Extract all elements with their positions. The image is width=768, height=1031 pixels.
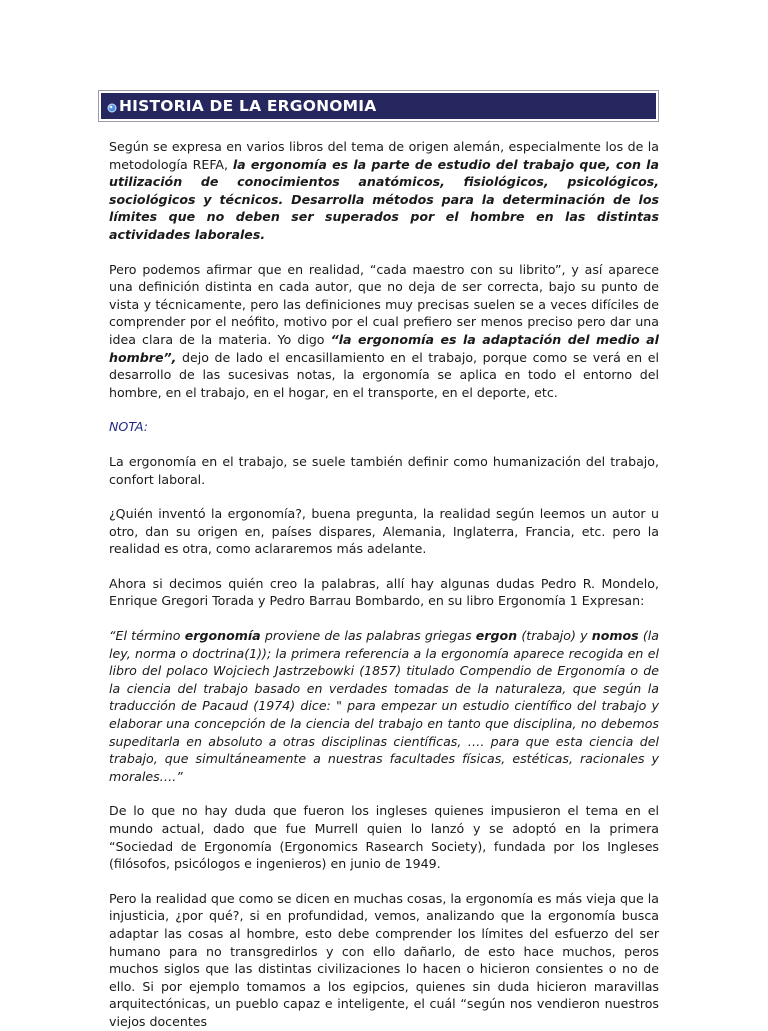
section-header-band <box>101 93 656 119</box>
paragraph-english-origin: De lo que no hay duda que fueron los ingleses quienes impusieron el tema en el mundo actual, dado que fue Murrell quien lo lanzó y se adoptó en la primera “Sociedad de Ergonomía (Ergonomics Rasearch Society), fundada por los Ingleses (filósofos, psicólogos e ingenieros) en junio de 1949. <box>109 803 659 872</box>
note-text: La ergonomía en el trabajo, se suele también definir como humanización del trabajo, confort laboral. <box>109 453 659 487</box>
paragraph-who-invented: ¿Quién inventó la ergonomía?, buena pregunta, la realidad según leemos un autor u otro, dan su origen en, países dispares, Alemania, Inglaterra, Francia, etc. pero la realidad es otra, como aclararemos más adelante. <box>109 506 659 557</box>
quote-term-ergon: ergon <box>475 628 518 644</box>
article-body <box>109 138 659 1031</box>
quote-text: proviene de las palabras griegas <box>260 628 476 644</box>
page-title: HISTORIA DE LA ERGONOMIA <box>119 97 377 115</box>
bullet-icon <box>107 103 117 113</box>
quote-text: “El término <box>109 628 185 644</box>
paragraph-text: dejo de lado el encasillamiento en el trabajo, porque como se verá en el desarrollo de las sucesivas notas, la ergonomía se aplica en todo el entorno del hombre, en el trabajo, en el hogar, en el transporte, en el deporte, etc. <box>109 349 659 400</box>
quote-text: (la ley, norma o doctrina(1)); la primera referencia a la ergonomía aparece recogida en el libro del polaco Wojciech Jastrzebowki (1857) titulado Compendio de Ergonomía o de la ciencia del trabajo basado en verdades tomadas de la naturaleza, que según la traducción de Pacaud (1974) dice: " para empezar un estudio científico del trabajo y elaborar una concepción de la ciencia del trabajo en tanto que disciplina, no debemos supeditarla en absoluto a otras disciplinas científicas, …. para que esta ciencia del trabajo, que simultáneamente a nuestras facultades físicas, estéticas, racionales y morales….” <box>109 628 659 784</box>
quote-text: (trabajo) y <box>517 628 592 644</box>
quote-term-ergonomia: ergonomía <box>184 628 261 644</box>
paragraph-text: Según se expresa en varios libros del tema de origen alemán, especialmente los de la metodología REFA, <box>109 139 659 172</box>
paragraph-own-definition <box>109 261 659 402</box>
paragraph-text: Pero podemos afirmar que en realidad, “cada maestro con su librito”, y así aparece una definición distinta en cada autor, que no deja de ser correcta, bajo su punto de vista y técnicamente, pero las definiciones muy precisas suelen se a veces difíciles de comprender por el neófito, motivo por el cual prefiero ser menos preciso pero dar una idea clara de la materia. Yo digo <box>109 261 659 347</box>
note-label: NOTA: <box>109 419 148 435</box>
emphasis-text: “la ergonomía es la adaptación del medio al hombre”, <box>109 331 659 365</box>
emphasis-text: la ergonomía es la parte de estudio del trabajo que, con la utilización de conocimientos anatómicos, fisiológicos, psicológicos, sociológicos y técnicos. Desarrolla métodos para la determinación de los límites que no deben ser superados por el hombre en las distintas actividades laborales. <box>109 156 659 242</box>
quote-term-nomos: nomos <box>591 628 639 644</box>
quote-block <box>109 627 659 785</box>
paragraph-definition-refa <box>109 138 659 244</box>
section-header <box>98 90 659 122</box>
paragraph-older-than-injustice: Pero la realidad que como se dicen en muchas cosas, la ergonomía es más vieja que la injusticia, ¿por qué?, si en profundidad, vemos, analizando que la ergonomía busca adaptar las cosas al hombre, esto debe comprender los límites del esfuerzo del ser humano para no transgredirlos y con ello dañarlo, de esto hace muchos, peros muchos siglos que las distintas civilizaciones lo hacen o hicieron consientes o no de ello. Si por ejemplo tomamos a los egipcios, quienes sin duda hicieron maravillas arquitectónicas, un pueblo capaz e inteligente, el cuál “según nos vendieron nuestros viejos docentes <box>109 890 659 1029</box>
paragraph-authors: Ahora si decimos quién creo la palabras, allí hay algunas dudas Pedro R. Mondelo, Enrique Gregori Torada y Pedro Barrau Bombardo, en su libro Ergonomía 1 Expresan: <box>109 575 659 609</box>
